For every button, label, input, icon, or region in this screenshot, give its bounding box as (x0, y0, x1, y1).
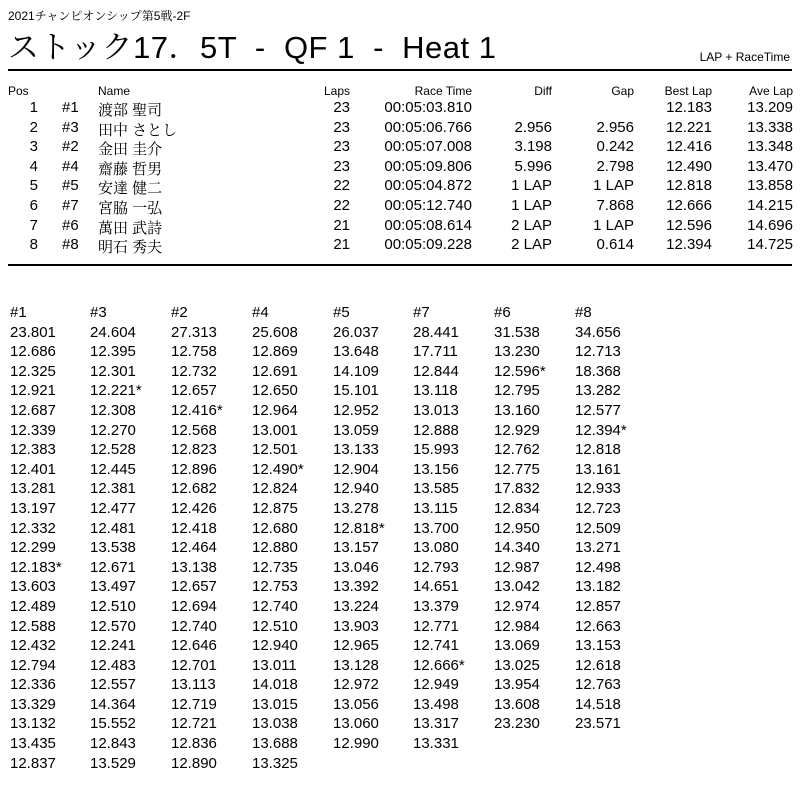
lap-time: 12.972 (333, 676, 379, 694)
lap-time: 14.340 (494, 539, 540, 557)
result-driver-name: 明石 秀夫 (98, 239, 163, 257)
lap-time: 14.364 (90, 695, 136, 713)
lap-time: 23.230 (494, 715, 540, 733)
lap-column-header: #1 (10, 304, 27, 321)
lap-time: 12.771 (413, 617, 459, 635)
lap-time: 12.762 (494, 441, 540, 459)
lap-time: 13.271 (575, 539, 621, 557)
result-ave-lap: 14.725 (747, 236, 793, 254)
lap-time: 13.138 (171, 558, 217, 576)
lap-time: 13.603 (10, 578, 56, 596)
result-gap: 0.242 (596, 138, 634, 156)
result-gap: 1 LAP (593, 177, 634, 195)
result-car-number: #4 (62, 157, 79, 175)
result-position: 1 (29, 99, 38, 116)
lap-time: 23.801 (10, 323, 56, 341)
result-diff: 1 LAP (511, 177, 552, 195)
lap-time: 12.646 (171, 637, 217, 655)
result-position: 7 (29, 216, 38, 234)
result-position: 6 (29, 196, 38, 214)
result-row (0, 217, 800, 237)
result-ave-lap: 13.858 (747, 177, 793, 195)
lap-time: 12.395 (90, 343, 136, 361)
bottom-divider (8, 264, 792, 266)
lap-time: 12.890 (171, 754, 217, 772)
lap-time: 13.317 (413, 715, 459, 733)
lap-time: 12.740 (171, 617, 217, 635)
lap-time: 13.115 (413, 499, 458, 517)
report-type-note: LAP + RaceTime (699, 50, 790, 64)
lap-time: 12.701 (171, 656, 217, 674)
result-car-number: #6 (62, 216, 79, 234)
page-subtitle: 2021チャンピオンシップ第5戦-2F (8, 9, 191, 23)
lap-time: 12.921 (10, 382, 56, 400)
lap-time: 13.001 (252, 421, 298, 439)
lap-time: 12.964 (252, 401, 298, 419)
lap-time: 12.618 (575, 656, 621, 674)
lap-time: 12.498 (575, 558, 621, 576)
lap-time: 17.711 (413, 343, 458, 361)
lap-time: 13.080 (413, 539, 459, 557)
lap-time: 13.700 (413, 519, 459, 537)
result-driver-name: 田中 さとし (98, 121, 178, 139)
lap-time: 12.657 (171, 382, 217, 400)
lap-time: 12.510 (252, 617, 298, 635)
result-driver-name: 金田 圭介 (98, 141, 163, 159)
result-driver-name: 齋藤 哲男 (98, 160, 163, 178)
lap-time: 13.046 (333, 558, 379, 576)
result-laps: 23 (333, 118, 350, 136)
lap-time: 13.153 (575, 637, 621, 655)
result-ave-lap: 14.215 (747, 196, 793, 214)
lap-column (575, 303, 655, 734)
lap-time: 13.056 (333, 695, 379, 713)
col-header-best-lap: Best Lap (664, 84, 712, 98)
lap-time: 13.182 (575, 578, 621, 596)
lap-time: 12.753 (252, 578, 298, 596)
result-ave-lap: 13.338 (747, 118, 793, 136)
lap-time: 12.940 (333, 480, 379, 498)
lap-time: 12.950 (494, 519, 540, 537)
result-best-lap: 12.596 (666, 216, 712, 234)
lap-time: 13.160 (494, 401, 540, 419)
result-row (0, 197, 800, 217)
lap-time: 12.528 (90, 441, 136, 459)
result-row (0, 99, 800, 119)
lap-time: 15.101 (333, 382, 379, 400)
lap-time: 12.426 (171, 499, 217, 517)
lap-time: 12.481 (90, 519, 136, 537)
lap-time: 12.432 (10, 637, 56, 655)
lap-time: 12.843 (90, 735, 136, 753)
lap-column (171, 303, 251, 773)
lap-time: 12.325 (10, 362, 56, 380)
lap-time: 17.832 (494, 480, 540, 498)
lap-time: 12.381 (90, 480, 136, 498)
lap-time: 13.132 (10, 715, 56, 733)
lap-time: 12.596* (494, 362, 546, 380)
lap-time: 15.552 (90, 715, 136, 733)
lap-time: 27.313 (171, 323, 217, 341)
lap-time: 12.650 (252, 382, 298, 400)
lap-time: 12.818* (333, 519, 385, 537)
result-laps: 22 (333, 177, 350, 195)
lap-time: 12.682 (171, 480, 217, 498)
lap-time: 13.278 (333, 499, 379, 517)
lap-time: 13.060 (333, 715, 379, 733)
lap-time: 13.161 (575, 460, 621, 478)
lap-time: 13.133 (333, 441, 379, 459)
result-gap: 1 LAP (593, 216, 634, 234)
result-best-lap: 12.416 (666, 138, 712, 156)
lap-time: 13.498 (413, 695, 459, 713)
lap-time: 12.965 (333, 637, 379, 655)
lap-time: 12.758 (171, 343, 217, 361)
lap-time: 28.441 (413, 323, 459, 341)
lap-time: 12.308 (90, 401, 136, 419)
lap-time: 12.687 (10, 401, 56, 419)
result-position: 3 (29, 138, 38, 156)
result-position: 2 (29, 118, 38, 136)
lap-time: 13.224 (333, 597, 379, 615)
result-driver-name: 渡部 聖司 (98, 102, 163, 119)
lap-time: 12.929 (494, 421, 540, 439)
lap-time: 12.723 (575, 499, 621, 517)
top-divider (8, 69, 792, 71)
lap-time: 12.740 (252, 597, 298, 615)
lap-time: 13.013 (413, 401, 459, 419)
lap-time: 12.241 (90, 637, 136, 655)
lap-time: 12.686 (10, 343, 56, 361)
lap-time: 13.954 (494, 676, 540, 694)
result-race-time: 00:05:03.810 (384, 99, 472, 116)
lap-time: 13.435 (10, 735, 56, 753)
lap-time: 12.844 (413, 362, 459, 380)
lap-time: 12.445 (90, 460, 136, 478)
lap-time: 12.763 (575, 676, 621, 694)
lap-time: 24.604 (90, 323, 136, 341)
lap-time: 12.270 (90, 421, 136, 439)
result-laps: 23 (333, 99, 350, 116)
lap-time: 18.368 (575, 362, 621, 380)
lap-time: 12.332 (10, 519, 56, 537)
result-laps: 21 (333, 216, 350, 234)
lap-time: 12.875 (252, 499, 298, 517)
lap-time: 13.497 (90, 578, 136, 596)
lap-column-header: #5 (333, 304, 350, 321)
lap-time: 12.713 (575, 343, 621, 361)
lap-column-header: #7 (413, 304, 430, 321)
lap-time: 13.069 (494, 637, 540, 655)
lap-column (333, 303, 413, 754)
page-title: ストック17．5T - QF 1 - Heat 1 (8, 30, 497, 65)
result-car-number: #7 (62, 196, 79, 214)
lap-time: 12.557 (90, 676, 136, 694)
lap-column (252, 303, 332, 773)
lap-time: 12.904 (333, 460, 379, 478)
result-race-time: 00:05:08.614 (384, 216, 472, 234)
result-best-lap: 12.183 (666, 99, 712, 116)
lap-time: 12.732 (171, 362, 217, 380)
lap-time: 12.837 (10, 754, 56, 772)
result-race-time: 00:05:09.228 (384, 236, 472, 254)
lap-time: 12.741 (413, 637, 459, 655)
lap-time: 13.156 (413, 460, 459, 478)
lap-time: 12.301 (90, 362, 136, 380)
result-row (0, 119, 800, 139)
lap-time: 13.011 (252, 656, 297, 674)
lap-time: 12.721 (171, 715, 217, 733)
lap-time: 12.949 (413, 676, 459, 694)
lap-time: 12.483 (90, 656, 136, 674)
result-race-time: 00:05:06.766 (384, 118, 472, 136)
lap-time: 12.339 (10, 421, 56, 439)
lap-time: 13.230 (494, 343, 540, 361)
lap-time: 13.015 (252, 695, 298, 713)
lap-time: 13.585 (413, 480, 459, 498)
lap-time: 13.529 (90, 754, 136, 772)
lap-time: 14.651 (413, 578, 459, 596)
lap-time: 12.984 (494, 617, 540, 635)
lap-time: 13.059 (333, 421, 379, 439)
result-race-time: 00:05:07.008 (384, 138, 472, 156)
lap-time: 13.282 (575, 382, 621, 400)
result-ave-lap: 13.348 (747, 138, 793, 156)
lap-time: 12.509 (575, 519, 621, 537)
lap-time: 12.793 (413, 558, 459, 576)
lap-time: 15.993 (413, 441, 459, 459)
lap-time: 12.568 (171, 421, 217, 439)
lap-time: 12.663 (575, 617, 621, 635)
result-row (0, 236, 800, 256)
lap-time: 12.823 (171, 441, 217, 459)
lap-time: 12.794 (10, 656, 56, 674)
lap-column-header: #2 (171, 304, 188, 321)
lap-time: 12.719 (171, 695, 217, 713)
lap-time: 12.869 (252, 343, 298, 361)
lap-column-header: #3 (90, 304, 107, 321)
result-diff: 1 LAP (511, 196, 552, 214)
lap-time: 12.464 (171, 539, 217, 557)
lap-column (10, 303, 90, 773)
result-laps: 23 (333, 138, 350, 156)
result-driver-name: 宮脇 一弘 (98, 199, 163, 217)
result-position: 4 (29, 157, 38, 175)
result-row (0, 138, 800, 158)
lap-time: 31.538 (494, 323, 540, 341)
result-driver-name: 萬田 武詩 (98, 219, 163, 237)
lap-time: 13.118 (413, 382, 458, 400)
col-header-laps: Laps (323, 84, 350, 98)
lap-time: 13.157 (333, 539, 379, 557)
result-gap: 2.956 (596, 118, 634, 136)
lap-time: 12.418 (171, 519, 217, 537)
lap-time: 12.888 (413, 421, 459, 439)
lap-time: 12.795 (494, 382, 540, 400)
lap-time: 12.671 (90, 558, 136, 576)
lap-time: 13.128 (333, 656, 379, 674)
lap-time: 13.197 (10, 499, 56, 517)
col-header-diff: Diff (534, 84, 552, 98)
lap-column (413, 303, 493, 754)
col-header-race-time: Race Time (414, 84, 472, 98)
result-position: 5 (29, 177, 38, 195)
lap-time: 12.401 (10, 460, 56, 478)
result-ave-lap: 14.696 (747, 216, 793, 234)
lap-time: 12.477 (90, 499, 136, 517)
lap-column-header: #6 (494, 304, 511, 321)
lap-time: 12.857 (575, 597, 621, 615)
lap-time: 12.940 (252, 637, 298, 655)
lap-time: 12.490* (252, 460, 304, 478)
lap-time: 13.648 (333, 343, 379, 361)
lap-time: 13.113 (171, 676, 216, 694)
result-position: 8 (29, 236, 38, 254)
result-car-number: #8 (62, 236, 79, 254)
lap-time: 13.331 (413, 735, 459, 753)
lap-time: 12.183* (10, 558, 62, 576)
lap-time: 13.038 (252, 715, 298, 733)
lap-time: 12.394* (575, 421, 627, 439)
col-header-gap: Gap (611, 84, 634, 98)
lap-time: 12.896 (171, 460, 217, 478)
result-diff: 5.996 (514, 157, 552, 175)
lap-time: 12.336 (10, 676, 56, 694)
result-car-number: #1 (62, 99, 79, 116)
lap-time: 13.379 (413, 597, 459, 615)
lap-time: 12.570 (90, 617, 136, 635)
lap-time: 12.694 (171, 597, 217, 615)
lap-time: 13.042 (494, 578, 540, 596)
lap-time: 13.903 (333, 617, 379, 635)
lap-time: 12.880 (252, 539, 298, 557)
lap-time: 12.735 (252, 558, 298, 576)
lap-time: 13.688 (252, 735, 298, 753)
lap-time: 12.221* (90, 382, 142, 400)
col-header-name: Name (98, 84, 131, 98)
result-laps: 23 (333, 157, 350, 175)
result-diff: 3.198 (514, 138, 552, 156)
result-row (0, 158, 800, 178)
result-row (0, 177, 800, 197)
lap-time: 12.933 (575, 480, 621, 498)
lap-time: 12.836 (171, 735, 217, 753)
lap-time: 13.281 (10, 480, 56, 498)
lap-time: 12.990 (333, 735, 379, 753)
lap-time: 12.775 (494, 460, 540, 478)
lap-column-header: #8 (575, 304, 592, 321)
result-car-number: #3 (62, 118, 79, 136)
lap-time: 12.680 (252, 519, 298, 537)
results-header-row (0, 84, 800, 99)
lap-time: 13.538 (90, 539, 136, 557)
lap-time: 12.666* (413, 656, 465, 674)
lap-time: 13.325 (252, 754, 298, 772)
result-gap: 2.798 (596, 157, 634, 175)
result-ave-lap: 13.209 (747, 99, 793, 116)
lap-time: 25.608 (252, 323, 298, 341)
result-laps: 21 (333, 236, 350, 254)
result-car-number: #2 (62, 138, 79, 156)
lap-time: 12.416* (171, 401, 223, 419)
lap-time: 12.818 (575, 441, 621, 459)
lap-time: 14.018 (252, 676, 298, 694)
result-laps: 22 (333, 196, 350, 214)
result-race-time: 00:05:12.740 (384, 196, 472, 214)
result-race-time: 00:05:09.806 (384, 157, 472, 175)
result-gap: 0.614 (596, 236, 634, 254)
result-diff: 2.956 (514, 118, 552, 136)
lap-time: 12.952 (333, 401, 379, 419)
lap-time: 34.656 (575, 323, 621, 341)
lap-time: 12.657 (171, 578, 217, 596)
results-table (0, 84, 800, 256)
result-ave-lap: 13.470 (747, 157, 793, 175)
lap-time: 13.392 (333, 578, 379, 596)
lap-time: 13.608 (494, 695, 540, 713)
lap-time: 12.510 (90, 597, 136, 615)
result-best-lap: 12.394 (666, 236, 712, 254)
lap-time: 13.329 (10, 695, 56, 713)
lap-column-header: #4 (252, 304, 269, 321)
result-gap: 7.868 (596, 196, 634, 214)
lap-time: 12.691 (252, 362, 298, 380)
lap-time: 12.299 (10, 539, 56, 557)
col-header-ave-lap: Ave Lap (749, 84, 793, 98)
lap-time: 12.987 (494, 558, 540, 576)
result-best-lap: 12.490 (666, 157, 712, 175)
lap-time: 12.577 (575, 401, 621, 419)
result-driver-name: 安達 健二 (98, 180, 163, 198)
lap-time: 12.824 (252, 480, 298, 498)
result-best-lap: 12.221 (666, 118, 712, 136)
lap-time: 12.834 (494, 499, 540, 517)
lap-time: 12.383 (10, 441, 56, 459)
lap-time: 13.025 (494, 656, 540, 674)
lap-time: 12.588 (10, 617, 56, 635)
result-best-lap: 12.666 (666, 196, 712, 214)
lap-time: 12.974 (494, 597, 540, 615)
result-diff: 2 LAP (511, 216, 552, 234)
result-diff: 2 LAP (511, 236, 552, 254)
lap-time: 12.501 (252, 441, 298, 459)
lap-time: 26.037 (333, 323, 379, 341)
lap-column (494, 303, 574, 734)
result-car-number: #5 (62, 177, 79, 195)
lap-column (90, 303, 170, 773)
result-race-time: 00:05:04.872 (384, 177, 472, 195)
col-header-pos: Pos (8, 84, 29, 98)
lap-time: 12.489 (10, 597, 56, 615)
lap-time: 14.518 (575, 695, 621, 713)
result-best-lap: 12.818 (666, 177, 712, 195)
lap-time: 14.109 (333, 362, 379, 380)
lap-time: 23.571 (575, 715, 621, 733)
